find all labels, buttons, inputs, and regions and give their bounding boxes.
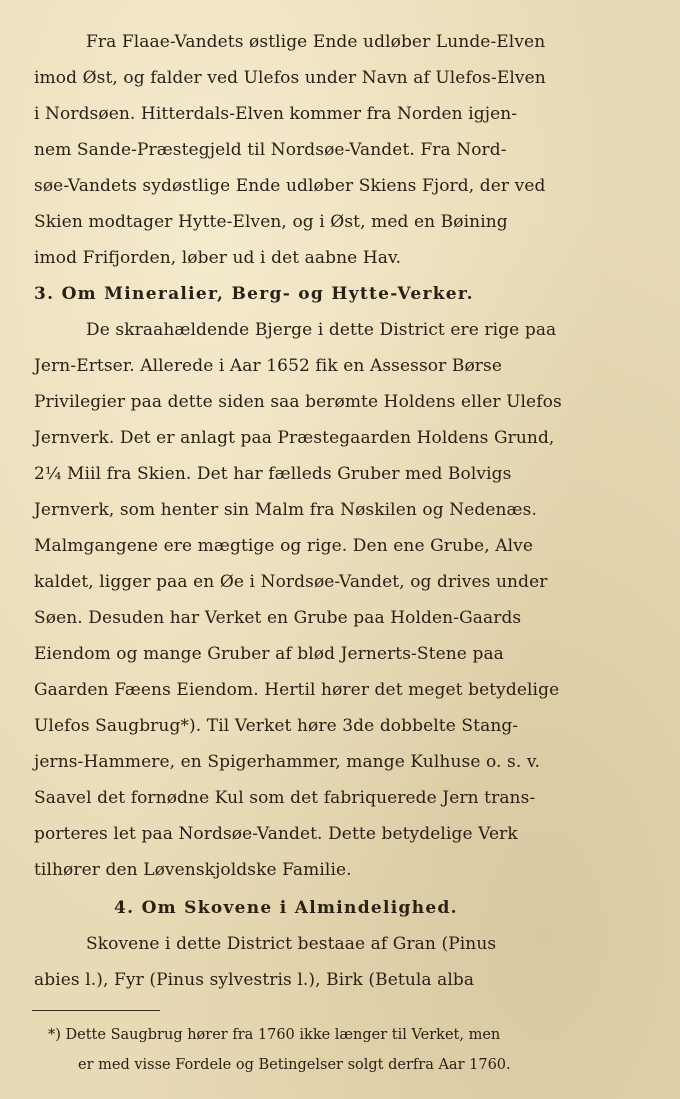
text-line: tilhører den Løvenskjoldske Familie. xyxy=(34,860,352,880)
text-line: nem Sande-Præstegjeld til Nordsøe-Vandet. Fra Nord- xyxy=(34,140,507,160)
section-heading: 3. Om Mineralier, Berg- og Hytte-Verker. xyxy=(34,284,474,304)
text-line: Ulefos Saugbrug*). Til Verket høre 3de dobbelte Stang- xyxy=(34,716,519,736)
text-line: Saavel det fornødne Kul som det fabriquerede Jern trans- xyxy=(34,788,536,808)
text-line: imod Frifjorden, løber ud i det aabne Hav. xyxy=(34,248,402,268)
text-line: Jernverk, som henter sin Malm fra Nøskilen og Nedenæs. xyxy=(34,500,537,520)
text-line: Fra Flaae-Vandets østlige Ende udløber Lunde-Elven xyxy=(86,32,546,52)
text-line: 2¼ Miil fra Skien. Det har fælleds Gruber med Bolvigs xyxy=(34,464,512,484)
text-line: Privilegier paa dette siden saa berømte Holdens eller Ulefos xyxy=(34,392,562,412)
footnote-divider xyxy=(32,1010,160,1011)
text-line: Jernverk. Det er anlagt paa Præstegaarden Holdens Grund, xyxy=(34,428,555,448)
footnote-line: *) Dette Saugbrug hører fra 1760 ikke længer til Verket, men xyxy=(48,1027,501,1043)
text-line: abies l.), Fyr (Pinus sylvestris l.), Birk (Betula alba xyxy=(34,970,475,990)
text-line: Jern-Ertser. Allerede i Aar 1652 fik en Assessor Børse xyxy=(34,356,502,376)
text-line: Eiendom og mange Gruber af blød Jernerts-Stene paa xyxy=(34,644,504,664)
section-heading: 4. Om Skovene i Almindelighed. xyxy=(114,898,458,918)
text-line: Malmgangene ere mægtige og rige. Den ene Grube, Alve xyxy=(34,536,534,556)
text-line: kaldet, ligger paa en Øe i Nordsøe-Vandet, og drives under xyxy=(34,572,548,592)
footnote-line: er med visse Fordele og Betingelser solgt derfra Aar 1760. xyxy=(78,1057,511,1073)
text-line: Gaarden Fæens Eiendom. Hertil hører det meget betydelige xyxy=(34,680,560,700)
text-line: imod Øst, og falder ved Ulefos under Navn af Ulefos-Elven xyxy=(34,68,546,88)
text-line: porteres let paa Nordsøe-Vandet. Dette betydelige Verk xyxy=(34,824,518,844)
text-line: De skraahældende Bjerge i dette District ere rige paa xyxy=(86,320,557,340)
text-line: jerns-Hammere, en Spigerhammer, mange Kulhuse o. s. v. xyxy=(34,752,541,772)
text-line: i Nordsøen. Hitterdals-Elven kommer fra Norden igjen- xyxy=(34,104,518,124)
text-line: Søen. Desuden har Verket en Grube paa Holden-Gaards xyxy=(34,608,522,628)
text-line: Skien modtager Hytte-Elven, og i Øst, med en Bøining xyxy=(34,212,508,232)
text-line: Skovene i dette District bestaae af Gran (Pinus xyxy=(86,934,497,954)
text-line: søe-Vandets sydøstlige Ende udløber Skiens Fjord, der ved xyxy=(34,176,546,196)
